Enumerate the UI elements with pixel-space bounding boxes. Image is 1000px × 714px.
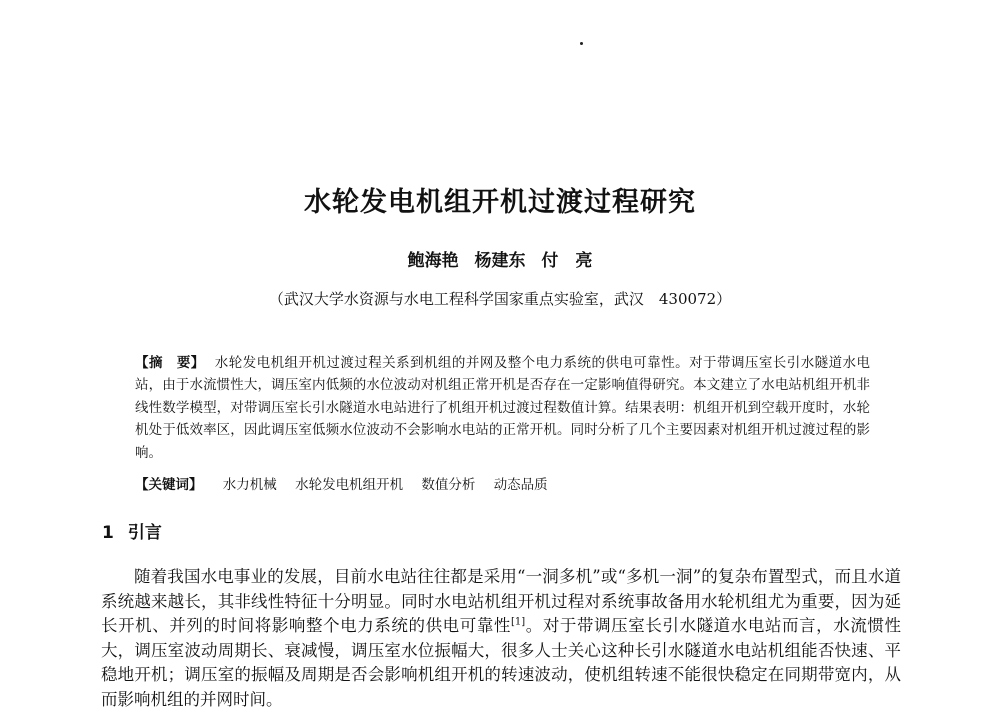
scan-speck [580,42,583,45]
author-name: 付 亮 [541,251,593,271]
section-heading [102,520,162,546]
body-text-part: 随着我国水电事业的发展，目前水电站往往都是采用“一洞多机”或“多机一洞”的复杂布置型式，而且水道系统越来越长，其非线性特征十分明显。同时水电站机组开机过程对系统事故备用水轮机组尤为重要，因为延长开机、并列的时间将影响整个电力系统的供电可靠性 [101,567,901,636]
abstract-text: 水轮发电机组开机过渡过程关系到机组的并网及整个电力系统的供电可靠性。对于带调压室长引水隧道水电站，由于水流惯性大，调压室内低频的水位波动对机组正常开机是否存在一定影响值得研究。本文建立了水电站机组开机非线性数学模型，对带调压室长引水隧道水电站进行了机组开机过渡过程数值计算。结果表明：机组开机到空载开度时，水轮机处于低效率区，因此调压室低频水位波动不会影响水电站的正常开机。同时分析了几个主要因素对机组开机过渡过程的影响。 [135,355,871,461]
body-text-part: 。对于带调压室长引水隧道水电站而言，水流惯性大，调压室波动周期长、衰减慢，调压室水位振幅大，很多人士关心这种长引水隧道水电站机组能否快速、平稳地开机；调压室的振幅及周期是否会影响机组开机的转速波动，使机组转速不能很快稳定在同期带宽内，从而影响机组的并网时间。 [101,616,902,709]
keyword: 水轮发电机组开机 [295,477,404,493]
keywords-label: 【关键词】 [135,477,203,493]
keyword: 水力机械 [222,477,277,493]
abstract-label: 【摘 要】 [135,355,205,371]
keyword: 动态品质 [493,477,548,493]
section-number: 1 [102,523,114,543]
affiliation: （武汉大学水资源与水电工程科学国家重点实验室，武汉 430072） [268,290,732,308]
body-paragraph [101,565,901,713]
keyword: 数值分析 [421,477,476,493]
author-name: 鲍海艳 [407,251,459,271]
abstract [135,352,870,464]
paper-title: 水轮发电机组开机过渡过程研究 [304,187,696,218]
citation-ref[interactable]: [1] [511,616,526,628]
author-name: 杨建东 [474,251,526,271]
keywords [135,474,870,496]
section-title: 引言 [127,523,162,543]
author-list [0,249,1000,273]
